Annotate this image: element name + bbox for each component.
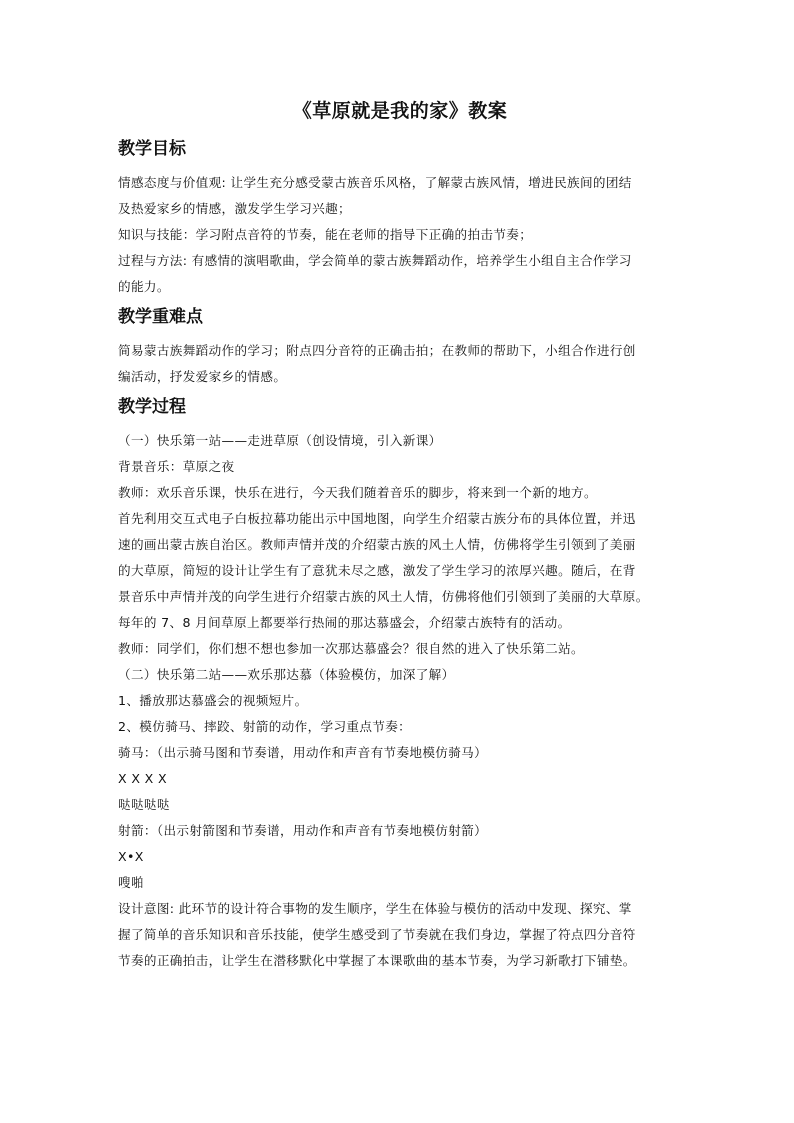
rhythm-syllables: 嗖啪 [118, 875, 144, 890]
paragraph-line: 简易蒙古族舞蹈动作的学习；附点四分音符的正确击拍；在教师的帮助下，小组合作进行创 [118, 343, 636, 358]
paragraph-line: 节奏的正确拍击，让学生在潜移默化中掌握了本课歌曲的基本节奏，为学习新歌打下铺垫。 [118, 953, 636, 968]
paragraph-line: 每年的 7、8 月间草原上都要举行热闹的那达慕盛会，介绍蒙古族特有的活动。 [118, 615, 571, 630]
paragraph-line: 速的画出蒙古族自治区。教师声情并茂的介绍蒙古族的风土人情，仿佛将学生引领到了美丽 [118, 537, 636, 552]
paragraph-line: 骑马：（出示骑马图和节奏谱，用动作和声音有节奏地模仿骑马） [118, 745, 488, 760]
document-body [118, 98, 682, 974]
paragraph-line: 景音乐中声情并茂的向学生进行介绍蒙古族的风土人情，仿佛将他们引领到了美丽的大草原。 [118, 589, 649, 604]
paragraph-line: 情感态度与价值观: 让学生充分感受蒙古族音乐风格，了解蒙古族风情，增进民族间的团结 [118, 175, 632, 190]
paragraph-line: 1、播放那达慕盛会的视频短片。 [118, 693, 308, 708]
paragraph-line: 设计意图: 此环节的设计符合事物的发生顺序，学生在体验与模仿的活动中发现、探究、掌 [118, 901, 632, 916]
paragraph-line: 2、模仿骑马、摔跤、射箭的动作，学习重点节奏： [118, 719, 412, 734]
section-heading-goals: 教学目标 [118, 139, 186, 159]
paragraph-line: 及热爱家乡的情感，激发学生学习兴趣； [118, 201, 351, 216]
paragraph-line: （一）快乐第一站——走进草原（创设情境，引入新课） [118, 433, 442, 448]
paragraph-line: （二）快乐第二站——欢乐那达慕（体验模仿，加深了解） [118, 667, 455, 682]
paragraph-line: 教师：同学们，你们想不想也参加一次那达慕盛会？很自然的进入了快乐第二站。 [118, 641, 584, 656]
rhythm-notation: X X X X [118, 771, 167, 786]
paragraph-line: 知识与技能：学习附点音符的节奏，能在老师的指导下正确的拍击节奏； [118, 227, 533, 242]
paragraph-line: 过程与方法: 有感情的演唱歌曲，学会简单的蒙古族舞蹈动作，培养学生小组自主合作学习 [118, 253, 632, 268]
paragraph-line: 的大草原，简短的设计让学生有了意犹未尽之感，激发了学生学习的浓厚兴趣。随后，在背 [118, 563, 636, 578]
section-heading-process: 教学过程 [118, 397, 186, 417]
paragraph-line: 的能力。 [118, 279, 170, 294]
paragraph-line: 首先利用交互式电子白板拉幕功能出示中国地图，向学生介绍蒙古族分布的具体位置，并迅 [118, 511, 636, 526]
paragraph-line: 射箭：（出示射箭图和节奏谱，用动作和声音有节奏地模仿射箭） [118, 823, 488, 838]
paragraph-line: 编活动，抒发爱家乡的情感。 [118, 369, 287, 384]
paragraph-line: 教师：欢乐音乐课，快乐在进行，今天我们随着音乐的脚步，将来到一个新的地方。 [118, 485, 597, 500]
rhythm-notation: X•X [118, 849, 144, 864]
paragraph-line: 背景音乐：草原之夜 [118, 459, 235, 474]
document-title: 《草原就是我的家》教案 [292, 100, 508, 122]
section-heading-key-points: 教学重难点 [118, 307, 203, 327]
paragraph-line: 握了简单的音乐知识和音乐技能，使学生感受到了节奏就在我们身边，掌握了符点四分音符 [118, 927, 636, 942]
rhythm-syllables: 哒哒哒哒 [118, 797, 170, 812]
